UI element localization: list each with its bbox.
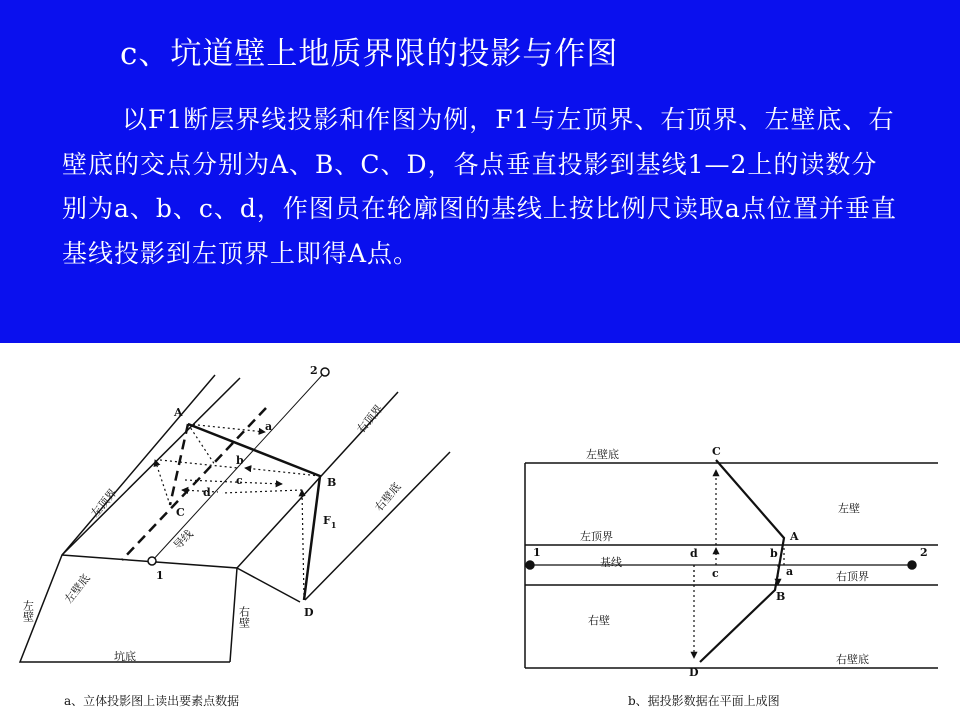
- plan-point-a-label: A: [790, 530, 799, 543]
- read-b-label: b: [236, 454, 244, 467]
- right-top-boundary-label: 右顶界: [354, 402, 386, 436]
- plan-point-b-label: B: [776, 590, 786, 603]
- station-1-point: [148, 557, 156, 565]
- guide-line-label: 导线: [170, 527, 196, 553]
- read-d-label: d: [203, 486, 211, 499]
- figure-left-3d: [20, 368, 450, 662]
- figure-right-labels: [533, 445, 928, 679]
- fault-f1-label: $F_1$: [323, 514, 337, 530]
- tunnel-front-face: [62, 555, 237, 662]
- plan-point-d-label: D: [689, 666, 699, 679]
- plan-fault-trace: [700, 460, 784, 662]
- point-a-label: A: [174, 406, 183, 419]
- point-c-label: C: [176, 506, 185, 519]
- plan-left-wall-label: 左壁: [838, 502, 860, 515]
- slide-title: c、坑道壁上地质界限的投影与作图: [120, 36, 619, 72]
- plan-read-c-label: c: [712, 567, 719, 580]
- station-2-label: 2: [310, 364, 318, 377]
- point-d-label: D: [304, 606, 314, 619]
- plan-station-1-label: 1: [533, 546, 541, 559]
- read-a-label: a: [265, 420, 273, 433]
- plan-station-2-point: [908, 561, 916, 569]
- plan-right-wall-label: 右壁: [588, 614, 610, 627]
- figure-left-labels: [22, 364, 404, 663]
- plan-left-wall-bottom-label: 左壁底: [586, 448, 619, 461]
- plan-station-2-label: 2: [920, 546, 928, 559]
- left-wall-label: 左壁: [21, 600, 35, 622]
- plan-baseline-label: 基线: [600, 556, 622, 569]
- left-wall-bottom-label: 左壁底: [62, 571, 93, 606]
- left-wall-outline: [20, 375, 230, 662]
- left-top-boundary-label: 左顶界: [88, 486, 120, 520]
- figure-diagrams: [0, 343, 960, 720]
- plan-right-top-boundary-label: 右顶界: [836, 570, 869, 583]
- figure-right-caption: b、据投影数据在平面上成图: [628, 694, 780, 708]
- slide-header-panel: [0, 0, 960, 343]
- figure-right-plan: [525, 460, 938, 668]
- right-wall-bottom-label: 右壁底: [372, 480, 404, 514]
- figure-left-caption: a、立体投影图上读出要素点数据: [64, 694, 240, 708]
- right-wall-label: 右壁: [237, 606, 251, 628]
- plan-read-b-label: b: [770, 547, 778, 560]
- read-c-label: c: [236, 474, 243, 487]
- point-b-label: B: [327, 476, 337, 489]
- fault-trace: [188, 424, 320, 600]
- station-2-point: [321, 368, 329, 376]
- slide-body-text: 以F1断层界线投影和作图为例，F1与左顶界、右顶界、左壁底、右壁底的交点分别为A、B、C、D，各点垂直投影到基线1—2上的读数分别为a、b、c、d，作图员在轮廓图的基线上按比例尺读取a点位置并垂直基线投影到左顶界上即得A点。: [62, 105, 897, 268]
- station-1-label: 1: [156, 569, 164, 582]
- plan-station-1-point: [526, 561, 534, 569]
- plan-point-c-label: C: [712, 445, 721, 458]
- plan-right-wall-bottom-label: 右壁底: [836, 653, 869, 666]
- plan-read-a-label: a: [786, 565, 794, 578]
- right-wall-front-edge: [237, 568, 300, 602]
- plan-left-top-boundary-label: 左顶界: [580, 530, 613, 543]
- plan-read-d-label: d: [690, 547, 698, 560]
- plan-projection-lines: [694, 470, 784, 658]
- tunnel-floor-label: 坑底: [114, 650, 136, 663]
